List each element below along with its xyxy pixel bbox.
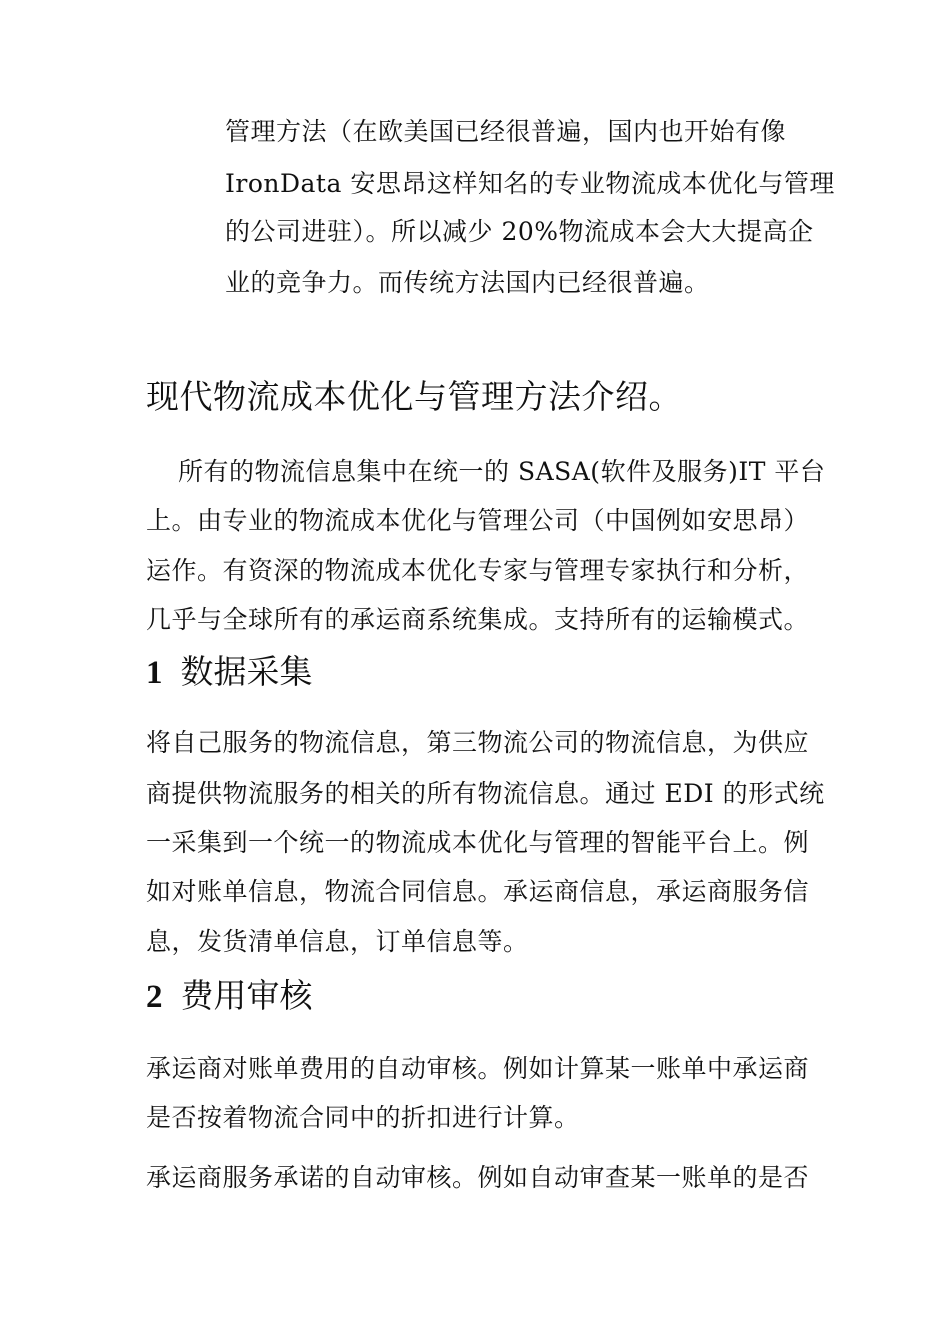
text-line: 商提供物流服务的相关的所有物流信息。通过 EDI 的形式统 (146, 779, 825, 808)
text-line: 所有的物流信息集中在统一的 SASA(软件及服务)IT 平台 (178, 457, 826, 486)
text-line: 承运商服务承诺的自动审核。例如自动审查某一账单的是否 (146, 1163, 810, 1192)
text-line: 运作。有资深的物流成本优化专家与管理专家执行和分析， (146, 556, 810, 585)
section-title: 数据采集 (180, 652, 313, 691)
text-line: 如对账单信息，物流合同信息。承运商信息，承运商服务信 (146, 877, 810, 906)
text-line: 上。由专业的物流成本优化与管理公司（中国例如安思昂） (146, 506, 810, 535)
text-line: 几乎与全球所有的承运商系统集成。支持所有的运输模式。 (146, 605, 810, 634)
text-line: IronData 安思昂这样知名的专业物流成本优化与管理 (225, 169, 835, 198)
text-line: 业的竞争力。而传统方法国内已经很普遍。 (225, 268, 710, 297)
page-heading: 现代物流成本优化与管理方法介绍。 (146, 377, 682, 416)
text-line: 息，发货清单信息，订单信息等。 (146, 927, 529, 956)
section-heading-1 (146, 650, 313, 695)
text-line: 是否按着物流合同中的折扣进行计算。 (146, 1103, 580, 1132)
text-line: 的公司进驻）。所以减少 20%物流成本会大大提高企 (225, 217, 814, 246)
text-line: 承运商对账单费用的自动审核。例如计算某一账单中承运商 (146, 1054, 810, 1083)
section-number: 2 (146, 979, 163, 1015)
section-number: 1 (146, 655, 163, 691)
text-line: 将自己服务的物流信息，第三物流公司的物流信息，为供应 (146, 728, 810, 757)
text-line: 管理方法（在欧美国已经很普遍，国内也开始有像 (225, 117, 787, 146)
section-title: 费用审核 (180, 976, 313, 1015)
section-heading-2 (146, 974, 313, 1019)
text-line: 一采集到一个统一的物流成本优化与管理的智能平台上。例 (146, 828, 810, 857)
